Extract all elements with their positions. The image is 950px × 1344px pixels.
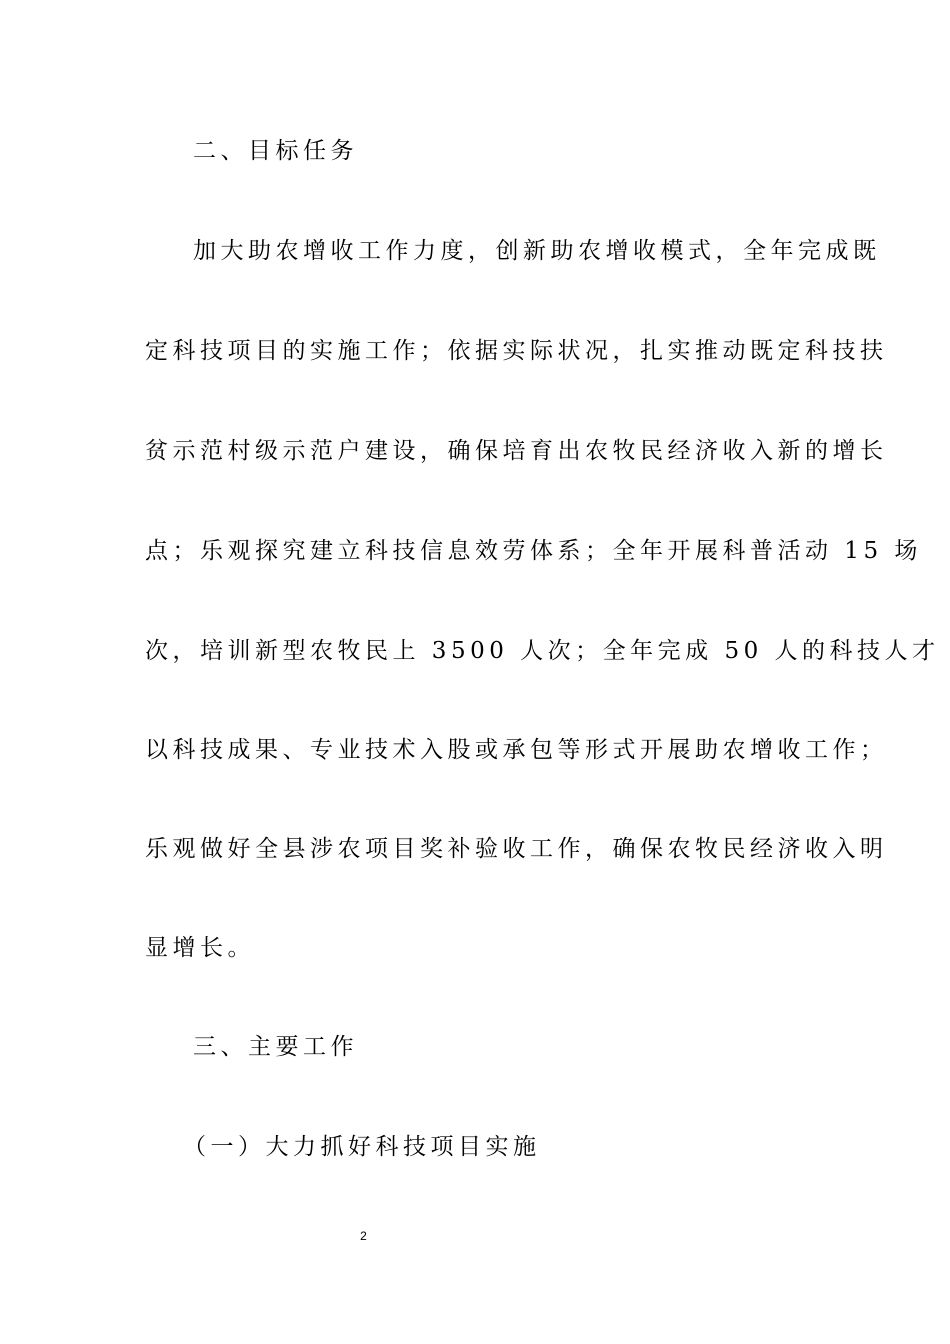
paragraph-line: 定科技项目的实施工作；依据实际状况，扎实推动既定科技扶	[145, 338, 888, 364]
paragraph-line: 加大助农增收工作力度，创新助农增收模式，全年完成既	[193, 238, 881, 264]
page-number: 2	[360, 1229, 367, 1243]
paragraph-line: 次，培训新型农牧民上 3500 人次；全年完成 50 人的科技人才	[145, 638, 940, 664]
section-heading-main-work: 三、主要工作	[193, 1034, 358, 1060]
paragraph-line: 点；乐观探究建立科技信息效劳体系；全年开展科普活动 15 场	[145, 538, 922, 564]
paragraph-line: 显增长。	[145, 935, 255, 961]
paragraph-line: 以科技成果、专业技术入股或承包等形式开展助农增收工作；	[145, 737, 888, 763]
paragraph-line: 乐观做好全县涉农项目奖补验收工作，确保农牧民经济收入明	[145, 836, 888, 862]
subsection-heading: （一）大力抓好科技项目实施	[183, 1134, 541, 1160]
paragraph-line: 贫示范村级示范户建设，确保培育出农牧民经济收入新的增长	[145, 438, 888, 464]
section-heading-targets: 二、目标任务	[193, 138, 358, 164]
